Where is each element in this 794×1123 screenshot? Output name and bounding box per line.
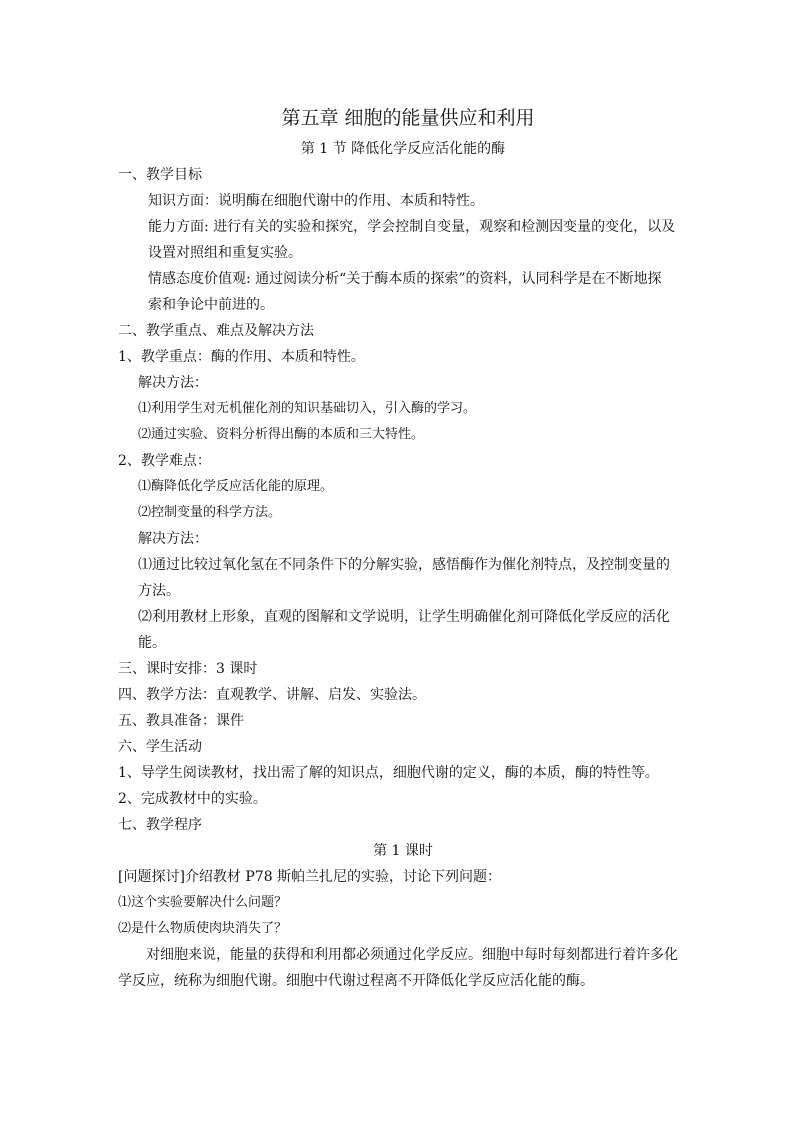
- problem-discussion: [问题探讨]介绍教材 P78 斯帕兰扎尼的实验，讨论下列问题：: [118, 869, 502, 885]
- method-label-difficulty: 解决方法：: [138, 531, 208, 547]
- key-method-1: ⑴利用学生对无机催化剂的知识基础切入，引入酶的学习。: [138, 401, 477, 416]
- goal-knowledge: 知识方面：说明酶在细胞代谢中的作用、本质和特性。: [148, 193, 484, 209]
- difficulty-method-1-line1: ⑴通过比较过氧化氢在不同条件下的分解实验，感悟酶作为催化剂特点，及控制变量的: [138, 557, 670, 573]
- difficulty-2: ⑵控制变量的科学方法。: [138, 505, 282, 520]
- document-body: [118, 104, 688, 994]
- lesson-label: 第 1 课时: [373, 843, 433, 859]
- body-paragraph-line1: 对细胞来说，能量的获得和利用都必须通过化学反应。细胞中每时每刻都进行着许多化: [146, 947, 678, 963]
- goal-ability-line2: 设置对照组和重复实验。: [148, 245, 302, 261]
- goal-emotion-line2: 索和争论中前进的。: [148, 297, 274, 313]
- teaching-methods: 四、教学方法：直观教学、讲解、启发、实验法。: [118, 687, 426, 703]
- difficulty-method-2-line1: ⑵利用教材上形象，直观的图解和文学说明，让学生明确催化剂可降低化学反应的活化: [138, 609, 670, 625]
- question-1: ⑴这个实验要解决什么问题？: [118, 895, 288, 910]
- question-2: ⑵是什么物质使肉块消失了？: [118, 921, 288, 936]
- difficulty-heading: 2、教学难点：: [118, 453, 211, 469]
- difficulty-1: ⑴酶降低化学反应活化能的原理。: [138, 479, 334, 494]
- section-title: 第 1 节 降低化学反应活化能的酶: [300, 141, 506, 157]
- goal-emotion-line1: 情感态度价值观: 通过阅读分析“关于酶本质的探索”的资料，认同科学是在不断地探: [148, 271, 662, 287]
- heading-student-activities: 六、学生活动: [118, 739, 202, 755]
- heading-teaching-goals: 一、教学目标: [118, 167, 202, 183]
- activity-1: 1、导学生阅读教材，找出需了解的知识点，细胞代谢的定义，酶的本质，酶的特性等。: [118, 765, 659, 781]
- key-point: 1、教学重点：酶的作用、本质和特性。: [118, 349, 365, 365]
- heading-teaching-procedure: 七、教学程序: [118, 817, 202, 833]
- schedule: 三、课时安排：3 课时: [118, 661, 258, 677]
- goal-ability-line1: 能力方面: 进行有关的实验和探究，学会控制自变量，观察和检测因变量的变化，以及: [148, 219, 676, 235]
- teaching-aids: 五、教具准备：课件: [118, 713, 244, 729]
- method-label-key: 解决方法：: [138, 375, 208, 391]
- difficulty-method-1-line2: 方法。: [138, 583, 180, 599]
- heading-key-points: 二、教学重点、难点及解决方法: [118, 323, 314, 339]
- difficulty-method-2-line2: 能。: [138, 635, 166, 651]
- activity-2: 2、完成教材中的实验。: [118, 791, 267, 807]
- key-method-2: ⑵通过实验、资料分析得出酶的本质和三大特性。: [138, 427, 425, 442]
- body-paragraph-line2: 学反应，统称为细胞代谢。细胞中代谢过程离不开降低化学反应活化能的酶。: [118, 973, 594, 989]
- chapter-title: 第五章 细胞的能量供应和利用: [281, 107, 535, 129]
